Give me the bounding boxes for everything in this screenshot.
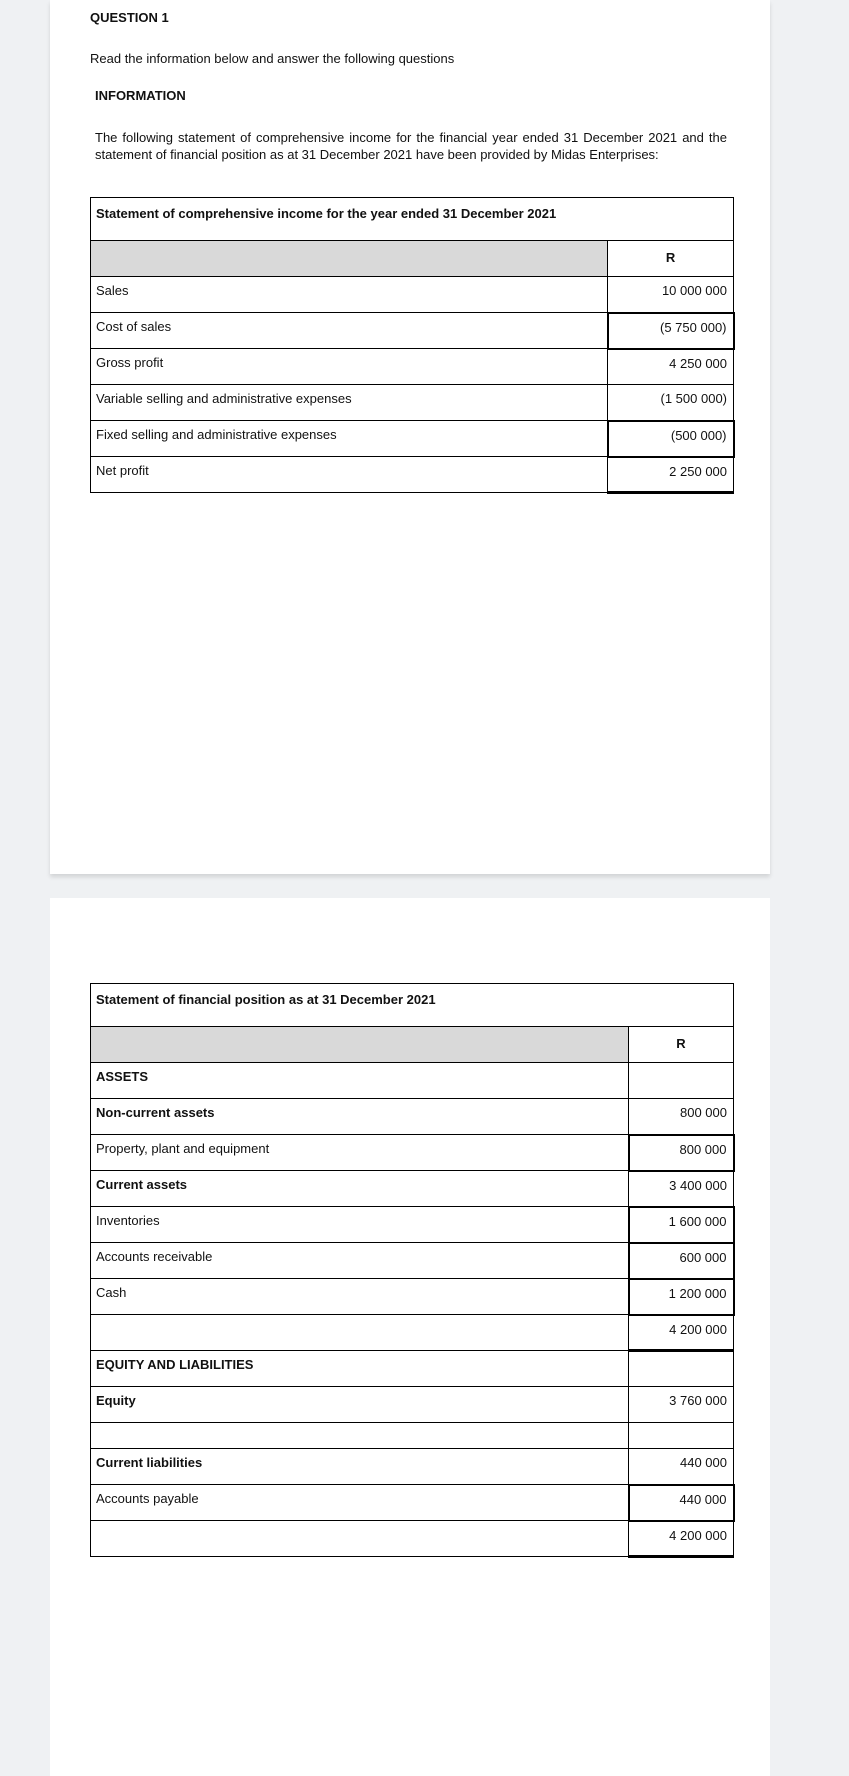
row-label <box>91 1315 629 1351</box>
table-row <box>91 1171 734 1207</box>
row-label: Non-current assets <box>91 1099 629 1135</box>
row-amount: 1 200 000 <box>629 1279 734 1315</box>
table-row <box>91 349 734 385</box>
row-label: Property, plant and equipment <box>91 1135 629 1171</box>
table-row <box>91 1279 734 1315</box>
row-label: Accounts receivable <box>91 1243 629 1279</box>
currency-header: R <box>629 1027 734 1063</box>
row-amount: 2 250 000 <box>608 457 734 493</box>
row-label: Equity <box>91 1387 629 1423</box>
row-amount <box>629 1351 734 1387</box>
row-label: ASSETS <box>91 1063 629 1099</box>
row-amount: 440 000 <box>629 1449 734 1485</box>
table-row <box>91 1243 734 1279</box>
row-label: Gross profit <box>91 349 608 385</box>
row-label: Net profit <box>91 457 608 493</box>
position-statement-title: Statement of financial position as at 31 December 2021 <box>91 984 734 1027</box>
currency-header: R <box>608 241 734 277</box>
table-row <box>91 1063 734 1099</box>
table-row <box>91 313 734 349</box>
income-statement-table <box>90 197 735 494</box>
table-row <box>91 1485 734 1521</box>
row-label: Current liabilities <box>91 1449 629 1485</box>
table-row <box>91 1351 734 1387</box>
table-row <box>91 1315 734 1351</box>
row-amount: 1 600 000 <box>629 1207 734 1243</box>
row-label: Variable selling and administrative expenses <box>91 385 608 421</box>
row-amount: (5 750 000) <box>608 313 734 349</box>
table-row <box>91 1099 734 1135</box>
table-header-shaded <box>91 1027 629 1063</box>
table-row <box>91 277 734 313</box>
row-amount: 4 200 000 <box>629 1315 734 1351</box>
row-amount: 10 000 000 <box>608 277 734 313</box>
table-row <box>91 385 734 421</box>
question-title: QUESTION 1 <box>90 10 169 25</box>
table-row <box>91 421 734 457</box>
information-heading: INFORMATION <box>95 88 186 103</box>
row-label: Cash <box>91 1279 629 1315</box>
row-amount: 4 250 000 <box>608 349 734 385</box>
table-header-shaded <box>91 241 608 277</box>
table-row <box>91 1521 734 1557</box>
row-label: Cost of sales <box>91 313 608 349</box>
row-label: Accounts payable <box>91 1485 629 1521</box>
table-row <box>91 1135 734 1171</box>
row-amount: 440 000 <box>629 1485 734 1521</box>
row-label: Sales <box>91 277 608 313</box>
document-page-2 <box>50 898 770 1776</box>
row-amount: 4 200 000 <box>629 1521 734 1557</box>
row-amount: 800 000 <box>629 1135 734 1171</box>
row-label: EQUITY AND LIABILITIES <box>91 1351 629 1387</box>
information-paragraph: The following statement of comprehensive income for the financial year ended 31 December 2021 and the statement of financial position as at 31 December 2021 have been provided by Midas Enterprises: <box>95 130 727 162</box>
row-label <box>91 1423 629 1449</box>
row-label <box>91 1521 629 1557</box>
row-amount: 600 000 <box>629 1243 734 1279</box>
table-row <box>91 1449 734 1485</box>
row-amount: (500 000) <box>608 421 734 457</box>
document-page-1 <box>50 0 770 874</box>
row-amount <box>629 1423 734 1449</box>
table-row <box>91 1387 734 1423</box>
row-amount: (1 500 000) <box>608 385 734 421</box>
row-amount: 3 760 000 <box>629 1387 734 1423</box>
row-label: Fixed selling and administrative expenses <box>91 421 608 457</box>
table-row <box>91 1423 734 1449</box>
row-amount <box>629 1063 734 1099</box>
row-amount: 3 400 000 <box>629 1171 734 1207</box>
row-label: Current assets <box>91 1171 629 1207</box>
intro-text: Read the information below and answer the following questions <box>90 51 455 66</box>
row-label: Inventories <box>91 1207 629 1243</box>
table-row <box>91 457 734 493</box>
position-statement-table <box>90 983 735 1558</box>
table-row <box>91 1207 734 1243</box>
row-amount: 800 000 <box>629 1099 734 1135</box>
income-statement-title: Statement of comprehensive income for the year ended 31 December 2021 <box>91 198 734 241</box>
